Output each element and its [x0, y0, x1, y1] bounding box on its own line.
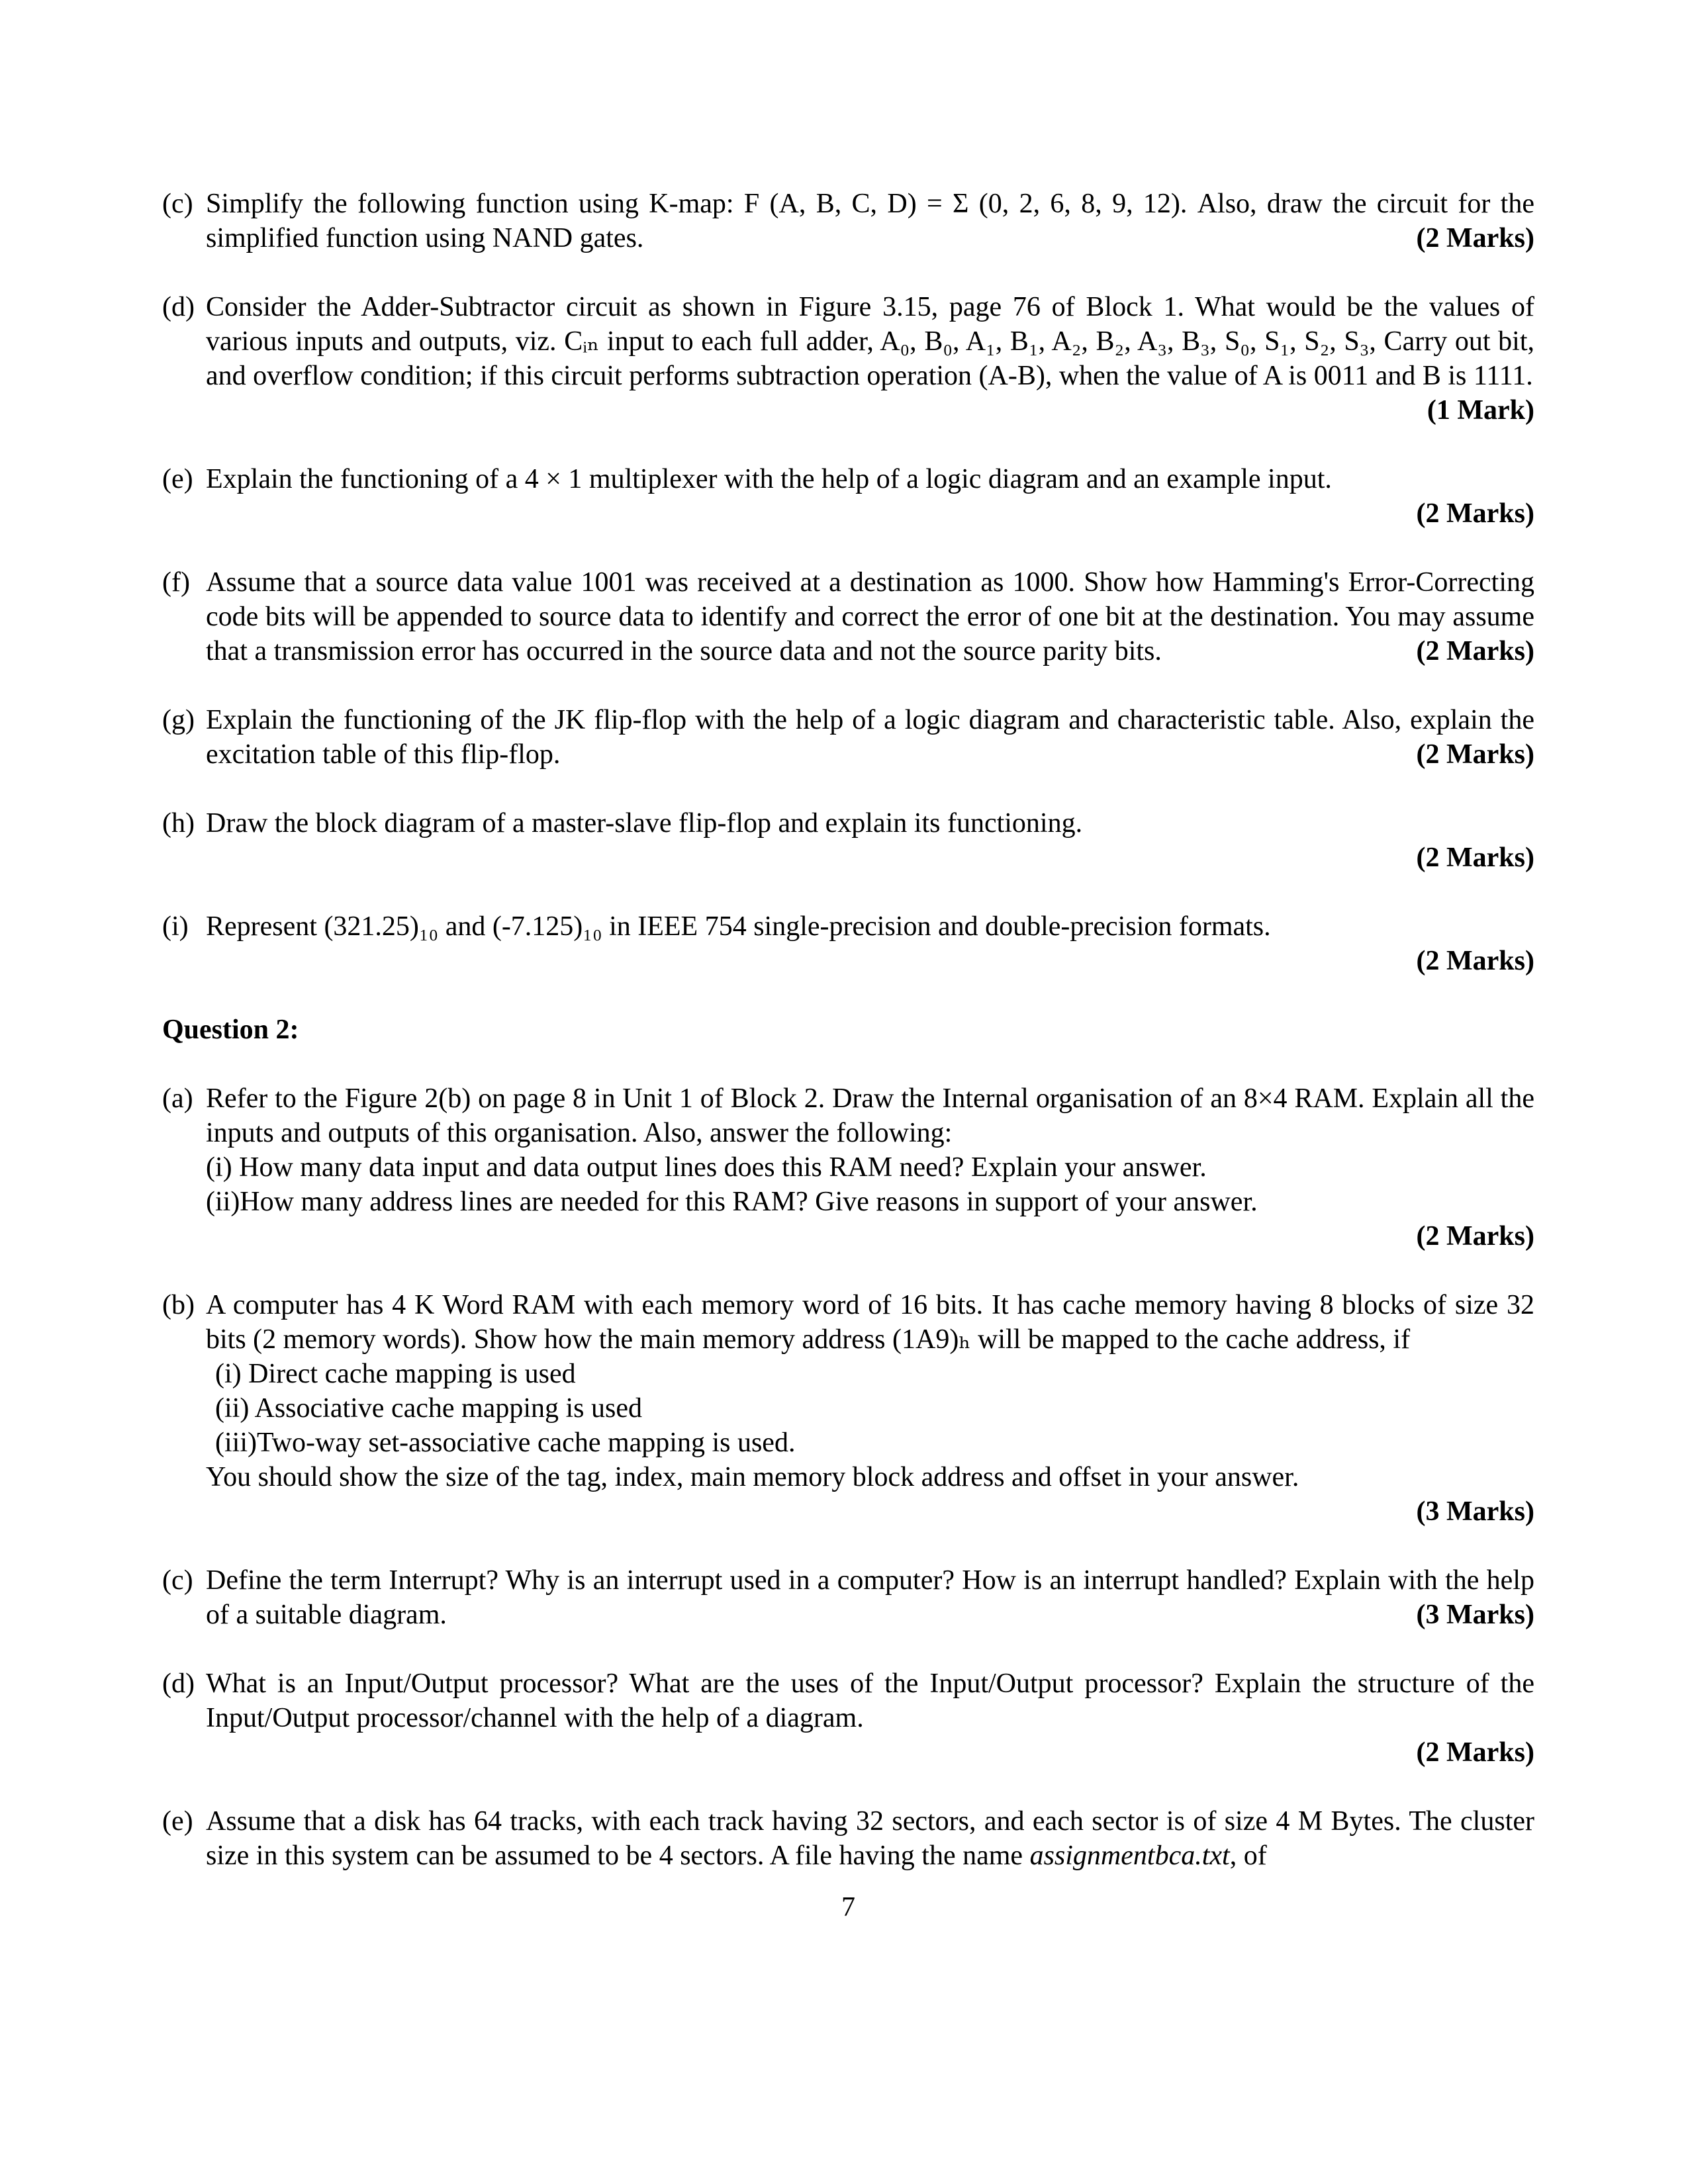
q2-item-b-text-content: A computer has 4 K Word RAM with each memory word of 16 bits. It has cache memory having 8 blocks of size 32 bits (2 memory words). Show how the main memory address (1A9)ₕ will be mapped to the cache address, if	[206, 1290, 1534, 1355]
q1-item-g-text	[206, 703, 1534, 772]
q2-item-e-text-content: Assume that a disk has 64 tracks, with each track having 32 sectors, and each sector is of size 4 M Bytes. The cluster size in this system can be assumed to be 4 sectors. A file having the name	[206, 1806, 1534, 1871]
q2-item-c-text	[206, 1563, 1534, 1632]
q1-item-c	[162, 187, 1534, 255]
q2-item-b-label: (b)	[162, 1290, 195, 1320]
q1-item-c-label: (c)	[162, 189, 193, 219]
q2-item-c-label: (c)	[162, 1565, 193, 1596]
q2-item-b	[162, 1288, 1534, 1529]
q1-item-h-text	[206, 806, 1534, 841]
q1-item-f-text	[206, 565, 1534, 668]
q1-item-c-text-content: Simplify the following function using K-map: F (A, B, C, D) = Σ (0, 2, 6, 8, 9, 12). Also, draw the circuit for the simplified function using NAND gates.	[206, 189, 1534, 253]
q1-item-g-marks: (2 Marks)	[1416, 739, 1534, 770]
q2-item-d-text	[206, 1666, 1534, 1735]
q2-item-c-text-content: Define the term Interrupt? Why is an interrupt used in a computer? How is an interrupt handled? Explain with the help of a suitable diagram.	[206, 1565, 1534, 1630]
q1-item-f-marks: (2 Marks)	[1416, 636, 1534, 666]
q2-item-e-filename: assignmentbca.txt	[1029, 1841, 1230, 1871]
q2-item-a-text-content: Refer to the Figure 2(b) on page 8 in Unit 1 of Block 2. Draw the Internal organisation of an 8×4 RAM. Explain all the inputs and outputs of this organisation. Also, answer the following:	[206, 1083, 1534, 1148]
q2-item-c-marks: (3 Marks)	[1416, 1600, 1534, 1630]
page-number: 7	[841, 1892, 855, 1923]
q1-item-d-label: (d)	[162, 292, 195, 322]
q1-item-i-marks: (2 Marks)	[1416, 946, 1534, 976]
q2-item-a-label: (a)	[162, 1083, 193, 1114]
q1-item-h-label: (h)	[162, 808, 195, 839]
q1-item-c-marks: (2 Marks)	[1416, 223, 1534, 253]
q2-item-a-text	[206, 1081, 1534, 1150]
q2-item-e-label: (e)	[162, 1806, 193, 1837]
q1-item-d	[162, 290, 1534, 428]
q1-item-d-text-content: Consider the Adder-Subtractor circuit as shown in Figure 3.15, page 76 of Block 1. What would be the values of various inputs and outputs, viz. Cᵢₙ input to each full adder, A₀, B₀, A₁, B₁, A₂, B₂, A₃, B₃, S₀, S₁, S₂, S₃, Carry out bit, and overflow condition; if this circuit performs subtraction operation (A-B), when the value of A is 0011 and B is 1111.	[206, 292, 1534, 391]
q1-item-i-text-content: Represent (321.25)₁₀ and (-7.125)₁₀ in IEEE 754 single-precision and double-precision formats.	[206, 911, 1271, 942]
q1-item-h-marks-line	[206, 841, 1534, 875]
q2-item-a-sub-ii: (ii)How many address lines are needed for this RAM? Give reasons in support of your answer.	[206, 1187, 1258, 1217]
q1-item-f-label: (f)	[162, 567, 190, 598]
q1-item-h-marks: (2 Marks)	[1416, 842, 1534, 873]
q1-item-i	[162, 909, 1534, 978]
q1-item-d-text	[206, 290, 1534, 393]
q2-item-b-text	[206, 1288, 1534, 1357]
q1-item-g-label: (g)	[162, 705, 195, 735]
q2-item-a-sub-i: (i) How many data input and data output lines does this RAM need? Explain your answer.	[206, 1152, 1207, 1183]
q1-item-i-label: (i)	[162, 911, 189, 942]
q1-item-e-marks: (2 Marks)	[1416, 498, 1534, 529]
q2-item-a	[162, 1081, 1534, 1253]
q1-item-e-marks-line	[206, 496, 1534, 531]
q2-item-d-marks-line	[206, 1735, 1534, 1770]
question-2-heading: Question 2:	[162, 1015, 299, 1045]
q1-item-d-marks-line	[206, 393, 1534, 428]
q2-item-a-marks-line	[206, 1219, 1534, 1253]
q2-item-e-text-after: , of	[1229, 1841, 1267, 1871]
q1-item-f-text-content: Assume that a source data value 1001 was received at a destination as 1000. Show how Hamming's Error-Correcting code bits will be appended to source data to identify and correct the error of one bit at the destination. You may assume that a transmission error has occurred in the source data and not the source parity bits.	[206, 567, 1534, 666]
q1-item-e-label: (e)	[162, 464, 193, 494]
q2-item-e	[162, 1804, 1534, 1873]
q2-item-d	[162, 1666, 1534, 1770]
q2-item-b-sub-ii: (ii) Associative cache mapping is used	[215, 1393, 642, 1424]
q1-item-e-text	[206, 462, 1534, 496]
q2-item-d-label: (d)	[162, 1668, 195, 1699]
q1-item-g	[162, 703, 1534, 772]
q1-item-g-text-content: Explain the functioning of the JK flip-flop with the help of a logic diagram and characteristic table. Also, explain the excitation table of this flip-flop.	[206, 705, 1534, 770]
q1-item-i-text	[206, 909, 1534, 944]
q2-item-c	[162, 1563, 1534, 1632]
q2-item-d-text-content: What is an Input/Output processor? What are the uses of the Input/Output processor? Explain the structure of the Input/Output processor/channel with the help of a diagram.	[206, 1668, 1534, 1733]
q1-item-f	[162, 565, 1534, 668]
q1-item-h	[162, 806, 1534, 875]
q2-item-a-marks: (2 Marks)	[1416, 1221, 1534, 1251]
q1-item-i-marks-line	[206, 944, 1534, 978]
q2-item-b-sub-iii: (iii)Two-way set-associative cache mapping is used.	[215, 1428, 796, 1458]
q1-item-e	[162, 462, 1534, 531]
q2-item-d-marks: (2 Marks)	[1416, 1737, 1534, 1768]
q2-item-b-sub-i: (i) Direct cache mapping is used	[215, 1359, 576, 1389]
q1-item-e-text-content: Explain the functioning of a 4 × 1 multiplexer with the help of a logic diagram and an example input.	[206, 464, 1332, 494]
q2-item-b-tail: You should show the size of the tag, index, main memory block address and offset in your answer.	[206, 1462, 1299, 1492]
q1-item-h-text-content: Draw the block diagram of a master-slave flip-flop and explain its functioning.	[206, 808, 1083, 839]
q2-item-b-marks: (3 Marks)	[1416, 1496, 1534, 1527]
q2-item-b-marks-line	[206, 1494, 1534, 1529]
q2-item-e-text	[206, 1804, 1534, 1873]
q1-item-d-marks: (1 Mark)	[1427, 395, 1534, 426]
q1-item-c-text	[206, 187, 1534, 255]
